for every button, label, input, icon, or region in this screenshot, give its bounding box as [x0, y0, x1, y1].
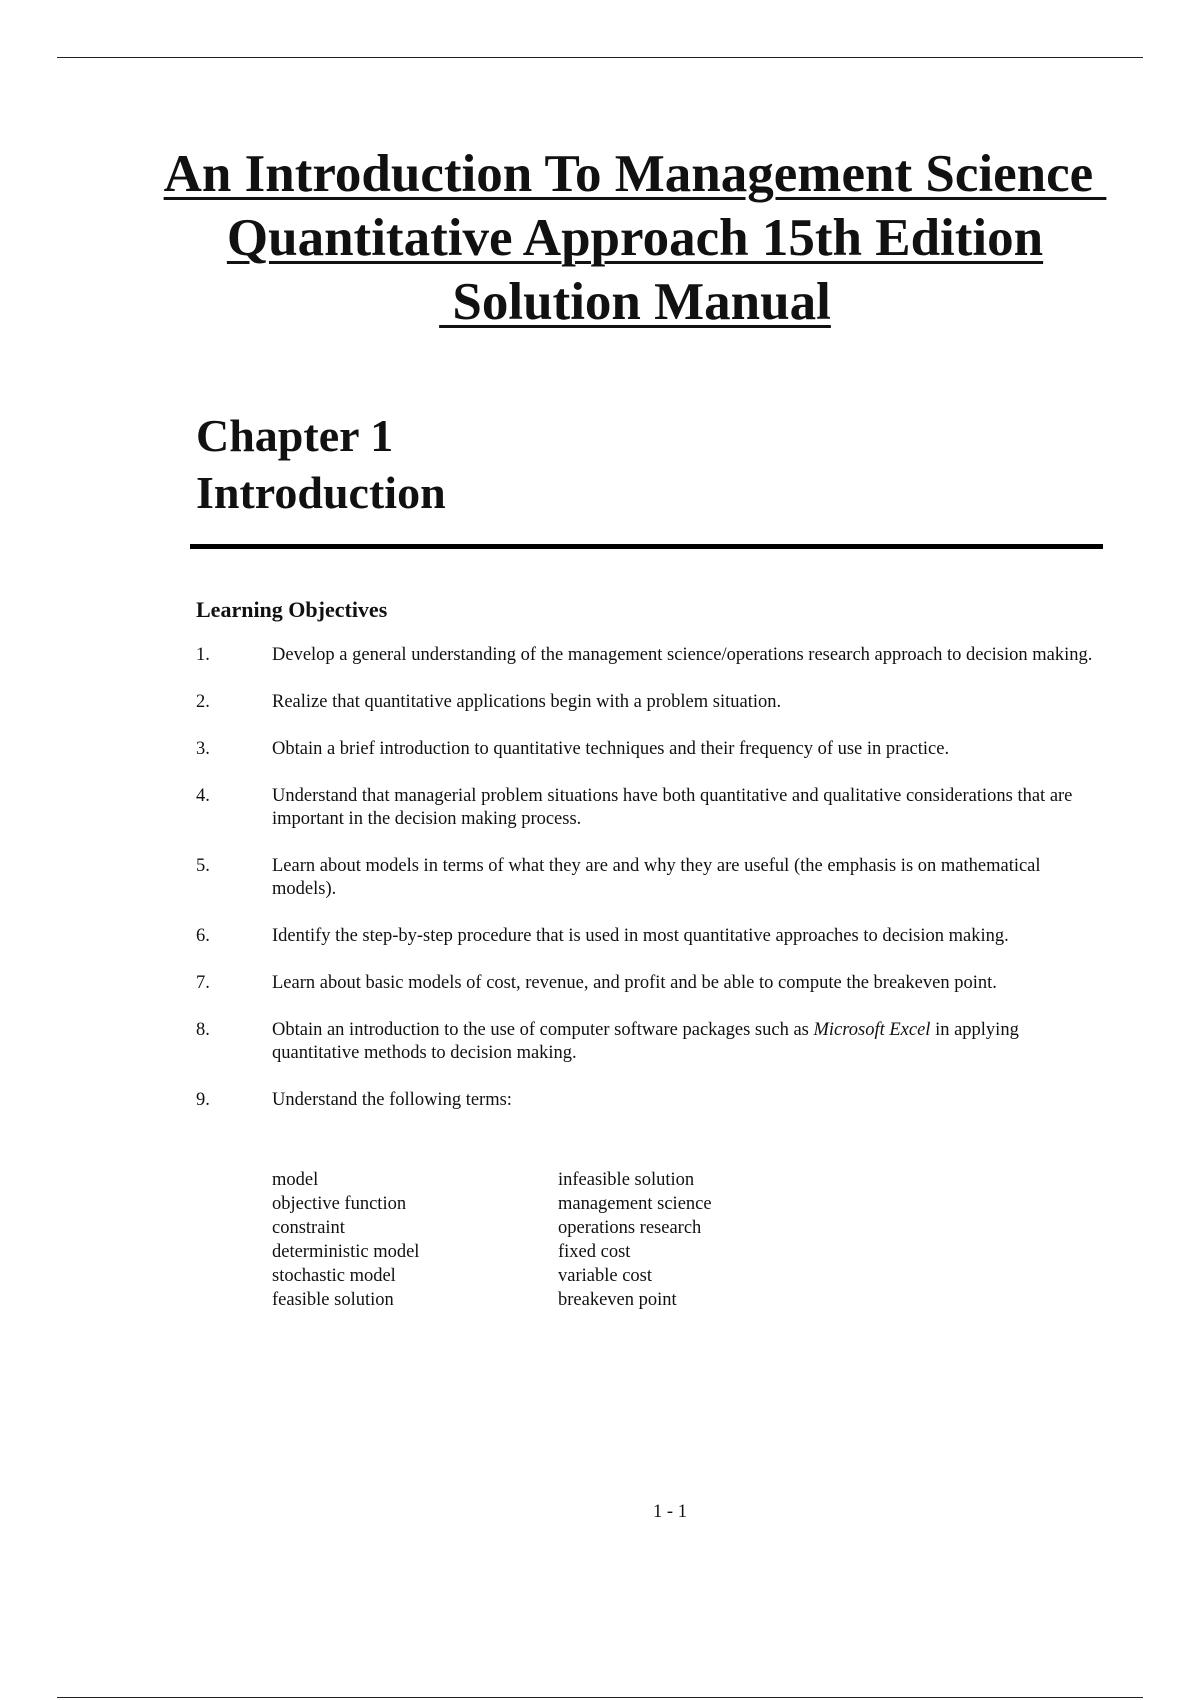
- term: management science: [558, 1194, 712, 1214]
- term: feasible solution: [272, 1290, 394, 1310]
- learning-objectives-list: [196, 644, 1106, 1136]
- chapter-name: Introduction: [196, 467, 446, 518]
- page-number: 1 - 1: [653, 1502, 687, 1522]
- objective-text-after: in applying quantitative methods to decision making.: [272, 1020, 1019, 1063]
- term: infeasible solution: [558, 1170, 695, 1190]
- objective-item: [196, 785, 1106, 831]
- objective-number: 1.: [196, 645, 210, 665]
- objective-text: Obtain a brief introduction to quantitative techniques and their frequency of use in practice.: [272, 739, 950, 759]
- objective-text: Learn about basic models of cost, revenue, and profit and be able to compute the breakeven point.: [272, 973, 997, 993]
- document-title: [60, 142, 1200, 334]
- objective-text: Realize that quantitative applications begin with a problem situation.: [272, 692, 782, 712]
- term: objective function: [272, 1194, 407, 1214]
- term: operations research: [558, 1218, 702, 1238]
- chapter-divider: [190, 544, 1103, 549]
- term: deterministic model: [272, 1242, 420, 1262]
- objective-number: 5.: [196, 856, 210, 876]
- objective-text: Develop a general understanding of the management science/operations research approach to decision making.: [272, 645, 1093, 665]
- title-line-1: An Introduction To Management Science: [163, 145, 1107, 203]
- title-line-2: Quantitative Approach 15th Edition: [226, 209, 1044, 267]
- term: fixed cost: [558, 1242, 631, 1262]
- objective-item: [196, 1019, 1106, 1065]
- learning-objectives-heading: Learning Objectives: [196, 597, 388, 622]
- objective-item: [196, 738, 1106, 761]
- objective-number: 2.: [196, 692, 210, 712]
- objective-number: 9.: [196, 1090, 210, 1110]
- terms-left-column: [272, 1168, 558, 1312]
- chapter-number: Chapter 1: [196, 410, 394, 461]
- objective-item: [196, 691, 1106, 714]
- objective-number: 7.: [196, 973, 210, 993]
- term: constraint: [272, 1218, 345, 1238]
- title-line-3: Solution Manual: [439, 273, 831, 331]
- terms-right-column: [558, 1168, 844, 1312]
- objective-text: Understand that managerial problem situations have both quantitative and qualitative considerations that are important in the decision making process.: [272, 786, 1073, 829]
- objective-text: Understand the following terms:: [272, 1090, 512, 1110]
- term: variable cost: [558, 1266, 652, 1286]
- objective-item: [196, 855, 1106, 901]
- term: breakeven point: [558, 1290, 677, 1310]
- objective-number: 4.: [196, 786, 210, 806]
- terms-list: [272, 1168, 844, 1312]
- objective-text: Identify the step-by-step procedure that is used in most quantitative approaches to decision making.: [272, 926, 1009, 946]
- objective-item: [196, 972, 1106, 995]
- objective-number: 6.: [196, 926, 210, 946]
- term: model: [272, 1170, 319, 1190]
- objective-text: [272, 1020, 1019, 1063]
- objective-text: Learn about models in terms of what they are and why they are useful (the emphasis is on mathematical models).: [272, 856, 1041, 899]
- top-rule: [57, 57, 1143, 58]
- objective-item: [196, 644, 1106, 667]
- objective-number: 3.: [196, 739, 210, 759]
- objective-text-before: Obtain an introduction to the use of computer software packages such as: [272, 1020, 814, 1040]
- objective-item: [196, 1089, 1106, 1112]
- software-name: Microsoft Excel: [813, 1020, 931, 1040]
- term: stochastic model: [272, 1266, 396, 1286]
- bottom-rule: [57, 1697, 1143, 1698]
- objective-number: 8.: [196, 1020, 210, 1040]
- objective-item: [196, 925, 1106, 948]
- chapter-heading: [196, 407, 446, 521]
